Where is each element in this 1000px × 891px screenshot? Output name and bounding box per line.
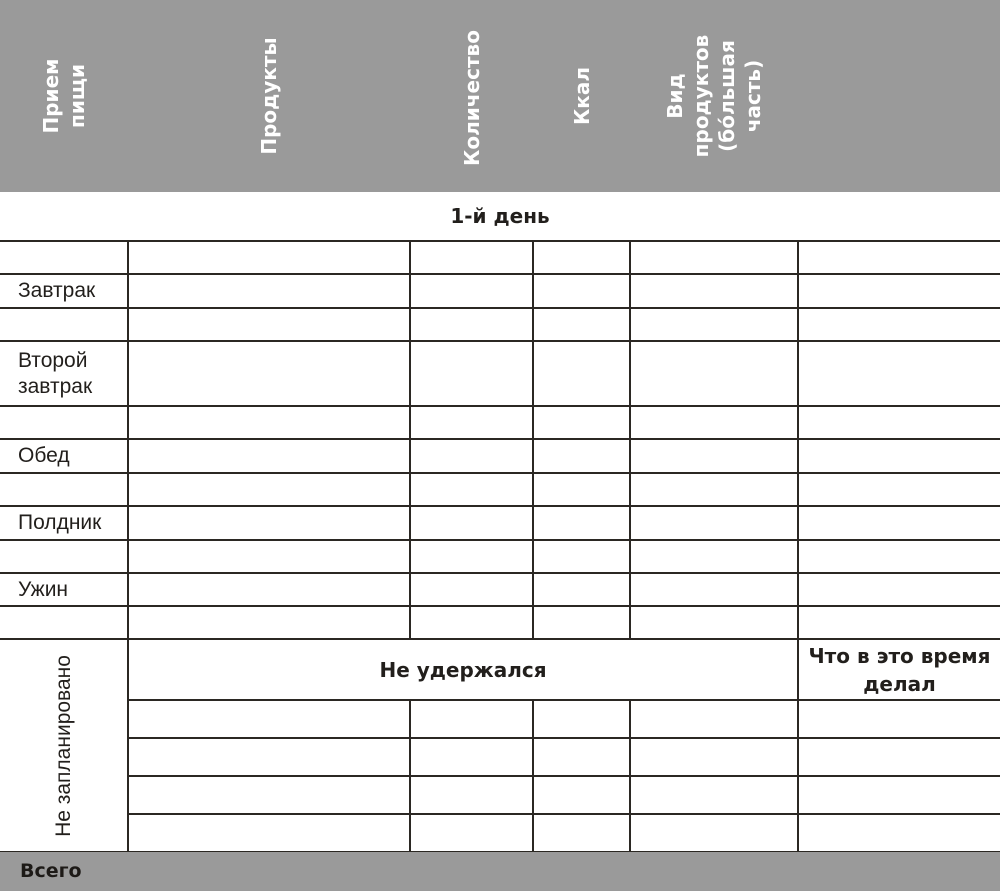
quantity-cell[interactable]	[410, 738, 533, 776]
kcal-cell[interactable]	[533, 439, 630, 473]
quantity-cell[interactable]	[410, 506, 533, 540]
products-cell[interactable]	[128, 540, 410, 573]
extra-cell[interactable]	[798, 506, 1000, 540]
meal-dinner: Ужин	[0, 573, 128, 606]
table-row	[0, 308, 1000, 341]
header-kcal-label: Ккал	[569, 66, 594, 126]
products-cell[interactable]	[128, 506, 410, 540]
type-cell[interactable]	[630, 439, 798, 473]
quantity-cell[interactable]	[410, 776, 533, 814]
extra-cell[interactable]	[798, 700, 1000, 738]
kcal-cell[interactable]	[533, 776, 630, 814]
header-quantity	[410, 0, 533, 192]
products-cell[interactable]	[128, 274, 410, 308]
quantity-cell[interactable]	[410, 241, 533, 274]
extra-cell[interactable]	[798, 274, 1000, 308]
header-products	[128, 0, 410, 192]
quantity-cell[interactable]	[410, 606, 533, 639]
total-label: Всего	[20, 860, 82, 882]
products-cell[interactable]	[128, 439, 410, 473]
table-row	[0, 439, 1000, 473]
header-products-label: Продукты	[257, 37, 281, 155]
type-cell[interactable]	[630, 506, 798, 540]
meal-cell[interactable]	[0, 308, 128, 341]
meal-cell[interactable]	[0, 473, 128, 506]
header-meal-time	[0, 0, 128, 192]
products-cell[interactable]	[128, 700, 410, 738]
type-cell[interactable]	[630, 406, 798, 439]
type-cell[interactable]	[630, 606, 798, 639]
kcal-cell[interactable]	[533, 406, 630, 439]
day-row	[0, 192, 1000, 241]
quantity-cell[interactable]	[410, 341, 533, 406]
meal-lunch: Обед	[0, 439, 128, 473]
header-empty	[798, 0, 1000, 192]
kcal-cell[interactable]	[533, 274, 630, 308]
extra-cell[interactable]	[798, 241, 1000, 274]
quantity-cell[interactable]	[410, 473, 533, 506]
type-cell[interactable]	[630, 473, 798, 506]
quantity-cell[interactable]	[410, 814, 533, 852]
extra-cell[interactable]	[798, 814, 1000, 852]
extra-cell[interactable]	[798, 341, 1000, 406]
diary-grid	[0, 192, 1000, 853]
products-cell[interactable]	[128, 406, 410, 439]
quantity-cell[interactable]	[410, 573, 533, 606]
table-row	[0, 606, 1000, 639]
meal-cell[interactable]	[0, 540, 128, 573]
products-cell[interactable]	[128, 606, 410, 639]
products-cell[interactable]	[128, 814, 410, 852]
extra-cell[interactable]	[798, 439, 1000, 473]
table-row	[0, 814, 1000, 852]
kcal-cell[interactable]	[533, 473, 630, 506]
unplanned-header-row	[0, 639, 1000, 700]
kcal-cell[interactable]	[533, 540, 630, 573]
type-cell[interactable]	[630, 540, 798, 573]
extra-cell[interactable]	[798, 573, 1000, 606]
products-cell[interactable]	[128, 738, 410, 776]
quantity-cell[interactable]	[410, 274, 533, 308]
table-row	[0, 776, 1000, 814]
quantity-cell[interactable]	[410, 540, 533, 573]
table-row	[0, 738, 1000, 776]
header-meal-time-label: Прием пищи	[39, 58, 89, 134]
gave-in-label: Не удержался	[128, 639, 798, 700]
products-cell[interactable]	[128, 241, 410, 274]
table-footer	[0, 852, 1000, 891]
type-cell[interactable]	[630, 241, 798, 274]
extra-cell[interactable]	[798, 776, 1000, 814]
type-cell[interactable]	[630, 814, 798, 852]
type-cell[interactable]	[630, 341, 798, 406]
meal-snack: Полдник	[0, 506, 128, 540]
quantity-cell[interactable]	[410, 308, 533, 341]
type-cell[interactable]	[630, 700, 798, 738]
kcal-cell[interactable]	[533, 700, 630, 738]
table-row	[0, 241, 1000, 274]
meal-cell[interactable]	[0, 241, 128, 274]
products-cell[interactable]	[128, 776, 410, 814]
kcal-cell[interactable]	[533, 341, 630, 406]
products-cell[interactable]	[128, 308, 410, 341]
kcal-cell[interactable]	[533, 241, 630, 274]
unplanned-cell	[0, 639, 128, 852]
kcal-cell[interactable]	[533, 506, 630, 540]
table-row	[0, 540, 1000, 573]
extra-cell[interactable]	[798, 308, 1000, 341]
meal-cell[interactable]	[0, 406, 128, 439]
table-row	[0, 406, 1000, 439]
table-row	[0, 506, 1000, 540]
extra-cell[interactable]	[798, 406, 1000, 439]
table-header	[0, 0, 1000, 192]
quantity-cell[interactable]	[410, 439, 533, 473]
type-cell[interactable]	[630, 738, 798, 776]
products-cell[interactable]	[128, 473, 410, 506]
header-product-type	[630, 0, 798, 192]
table-row	[0, 700, 1000, 738]
meal-breakfast: Завтрак	[0, 274, 128, 308]
day-label: 1-й день	[0, 192, 1000, 241]
meal-cell[interactable]	[0, 606, 128, 639]
meal-second-breakfast: Второй завтрак	[0, 341, 128, 406]
header-quantity-label: Количество	[459, 30, 484, 166]
doing-then-label: Что в это время делал	[798, 639, 1000, 700]
table-row	[0, 341, 1000, 406]
type-cell[interactable]	[630, 274, 798, 308]
extra-cell[interactable]	[798, 606, 1000, 639]
type-cell[interactable]	[630, 308, 798, 341]
type-cell[interactable]	[630, 573, 798, 606]
kcal-cell[interactable]	[533, 606, 630, 639]
table-row	[0, 573, 1000, 606]
quantity-cell[interactable]	[410, 406, 533, 439]
table-row	[0, 274, 1000, 308]
kcal-cell[interactable]	[533, 814, 630, 852]
extra-cell[interactable]	[798, 540, 1000, 573]
kcal-cell[interactable]	[533, 573, 630, 606]
products-cell[interactable]	[128, 573, 410, 606]
header-product-type-label: Вид продуктов (бо́льшая часть)	[663, 34, 765, 158]
kcal-cell[interactable]	[533, 308, 630, 341]
products-cell[interactable]	[128, 341, 410, 406]
unplanned-label: Не запланировано	[51, 654, 75, 837]
quantity-cell[interactable]	[410, 700, 533, 738]
extra-cell[interactable]	[798, 473, 1000, 506]
table-row	[0, 473, 1000, 506]
type-cell[interactable]	[630, 776, 798, 814]
header-kcal	[533, 0, 630, 192]
extra-cell[interactable]	[798, 738, 1000, 776]
kcal-cell[interactable]	[533, 738, 630, 776]
